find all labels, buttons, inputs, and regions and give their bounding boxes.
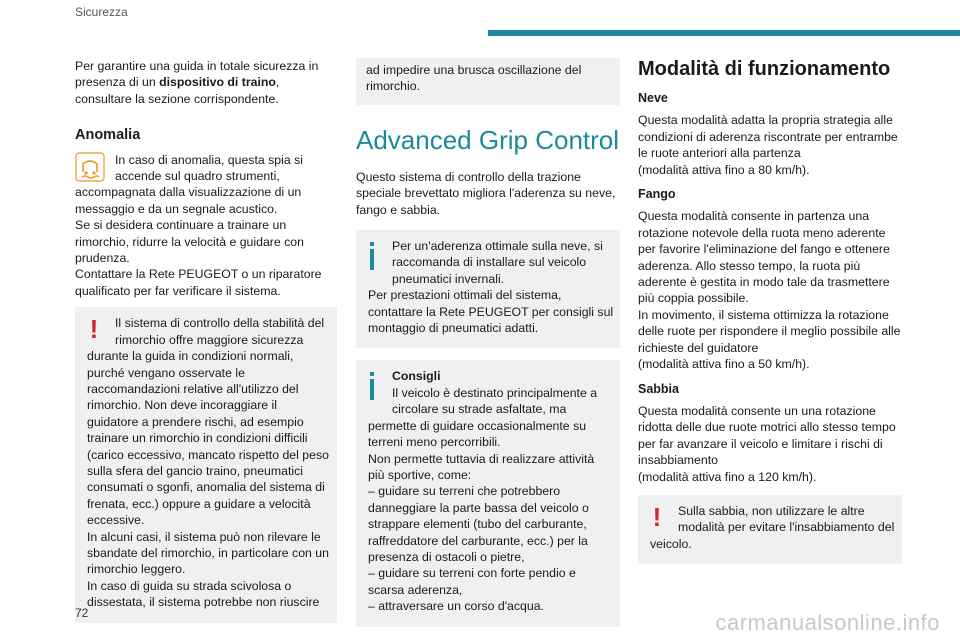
trailer-stability-warning-box: ! Il sistema di controllo della stabilità del rimorchio offre maggiore sicurezza durante la guida in condizioni normali, purché vengano osservate le raccomandazioni relative all'utilizzo del rimorchio. Non deve incoraggiare il guidatore a prendere rischi, ad esempio trainare un rimorchio in condizioni difficili (carico eccessivo, mancato rispetto del peso sulla sfera del gancio traino, pneumatici consumati o sgonfi, anomalia del sistema di frenata, ecc.) oppure a guidare a velocità eccessive. In alcuni casi, il sistema può non rilevare le sbandate del rimorchio, in particolare con un rimorchio leggero. In caso di guida su strada scivolosa o dissestata, il sistema potrebbe non riuscire [75,307,337,622]
agc-intro: Questo sistema di controllo della trazione speciale brevettato migliora l'aderenza su neve, fango e sabbia. [356,169,616,217]
column-2 [356,58,620,627]
sand-mode-heading: Sabbia [638,381,679,396]
advice-heading: Consigli [392,369,441,384]
tyres-info-box: Per un'aderenza ottimale sulla neve, si raccomanda di installare sul veicolo pneumatici invernali. Per prestazioni ottimali del sistema, contattare la Rete PEUGEOT per consigli sul montaggio di pneumatici adatti. [356,230,620,348]
column-1 [75,58,337,623]
warning-icon: ! [652,501,662,532]
page-number: 72 [75,606,89,620]
advanced-grip-control-title: Advanced Grip Control [356,124,620,155]
column-3: Modalità di funzionamento Neve Questa modalità adatta la propria strategia alle condizioni di aderenza riscontrate per entrambe le ruote anteriori alla partenza (modalità attiva fino a 80 km/h). Fango Questa modalità consente in partenza una rotazione notevole della ruota meno aderente per favorire l'eliminazione del fango e ottenere aderenza. Allo stesso tempo, la ruota più aderente è gestita in modo tale da trasmettere più coppia possibile. In movimento, il sistema ottimizza la rotazione delle ruote per rispondere il meglio possibile alle richieste del guidatore (modalità attiva fino a 50 km/h). Sabbia Questa modalità consente un una rotazione ridotta delle due ruote motrici allo stesso tempo per far avanzare il veicolo e limitare i rischi di insabbiamento (modalità attiva fino a 120 km/h). ! Sulla sabbia, non utilizzare le altre modalità per evitare l'insabbiamento del veicolo. [638,58,902,564]
mud-mode-heading: Fango [638,187,676,202]
info-icon [370,242,374,272]
warning-icon: ! [89,314,99,345]
anomaly-block: In caso di anomalia, questa spia si accende sul quadro strumenti, accompagnata dalla visualizzazione di un messaggio e da un segnale acustico. Se si desidera continuare a trainare un rimorchio, ridurre la velocità e guidare con prudenza. Contattare la Rete PEUGEOT o un riparatore qualificato per far verificare il sistema. [75,152,322,298]
advice-info-box: Consigli Il veicolo è destinato principalmente a circolare su strade asfaltate, ma permette di guidare occasionalmente su terreni meno percorribili. Non permette tuttavia di realizzare attività più sportive, come: – guidare su terreni che potrebbero danneggiare la parte bassa del veicolo o strappare elementi (tubo del carburante, raffreddatore del carburante, ecc.) per la presenza di ostacoli o pietre, – guidare su terreni con forte pendio e scarsa aderenza, – attraversare un corso d'acqua. [356,360,620,626]
section-title: Sicurezza [75,5,128,19]
trailer-warning-lamp-icon [75,152,105,182]
watermark: carmanualsonline.info [715,610,940,635]
info-icon [370,372,374,402]
anomaly-heading: Anomalia [75,127,141,144]
header-accent-bar [488,30,960,36]
operating-modes-title: Modalità di funzionamento [638,58,891,80]
snow-mode-heading: Neve [638,91,668,105]
continued-warning-box: ad impedire una brusca oscillazione del rimorchio. [356,58,620,105]
sand-warning-box: ! Sulla sabbia, non utilizzare le altre modalità per evitare l'insabbiamento del veicolo. [638,495,902,564]
intro-paragraph: Per garantire una guida in totale sicurezza in presenza di un dispositivo di traino, consultare la sezione corrispondente. [75,59,319,106]
